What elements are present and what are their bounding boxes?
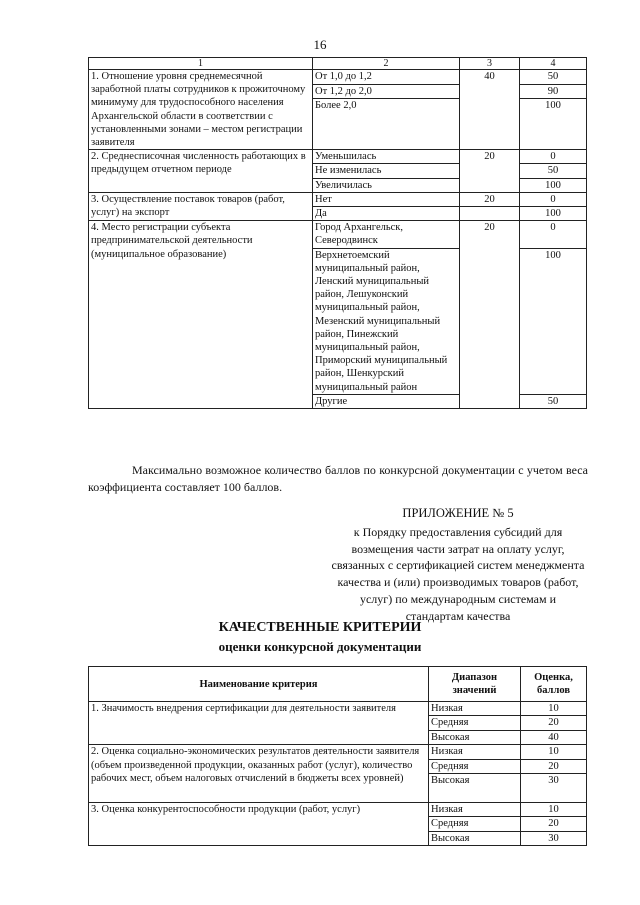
option-cell: Не изменилась: [313, 164, 460, 178]
score-cell: 50: [520, 164, 587, 178]
score-cell: 10: [521, 803, 587, 817]
weight-cell: 20: [460, 150, 520, 193]
header-range: Диапазон значений: [429, 667, 521, 702]
range-cell: Средняя: [429, 716, 521, 730]
max-score-paragraph: Максимально возможное количество баллов по конкурсной документации с учетом веса коэффициента составляет 100 баллов.: [88, 463, 588, 494]
range-cell: Низкая: [429, 702, 521, 716]
table-row: [89, 70, 587, 85]
option-cell: Да: [313, 207, 460, 221]
score-cell: 30: [521, 774, 587, 803]
header-score: Оценка, баллов: [521, 667, 587, 702]
score-cell: 100: [520, 207, 587, 221]
option-cell: Верхнетоемский муниципальный район, Ленский муниципальный район, Лешуконский муниципальный район, Мезенский муниципальный район, Пинежский муниципальный район, Приморский муниципальный район, Шенкурский муниципальный район: [313, 248, 460, 394]
range-cell: Высокая: [429, 774, 521, 803]
weight-cell: 20: [460, 221, 520, 409]
option-cell: Город Архангельск, Северодвинск: [313, 221, 460, 248]
score-cell: 100: [520, 248, 587, 394]
option-cell: Уменьшилась: [313, 150, 460, 164]
score-cell: 100: [520, 178, 587, 192]
criterion-cell: 4. Место регистрации субъекта предпринимательской деятельности (муниципальное образование): [89, 221, 313, 409]
table-row: [89, 745, 587, 759]
column-number-3: 3: [460, 58, 520, 70]
criterion-cell: 2. Оценка социально-экономических результатов деятельности заявителя (объем произведенной продукции, оказанных работ (услуг), количество рабочих мест, объем налоговых отчислений в бюджеты всех уровней): [89, 745, 429, 803]
appendix-text: к Порядку предоставления субсидий для возмещения части затрат на оплату услуг, связанных с сертификацией систем менеджмента качества и (или) производимых товаров (работ, услуг) по международным системам и стандартам качества: [331, 524, 585, 623]
range-cell: Низкая: [429, 803, 521, 817]
score-cell: 40: [521, 730, 587, 744]
range-cell: Средняя: [429, 817, 521, 831]
range-cell: Средняя: [429, 759, 521, 773]
score-cell: 0: [520, 150, 587, 164]
empty-cell: [460, 207, 520, 221]
option-cell: Нет: [313, 192, 460, 206]
range-cell: Низкая: [429, 745, 521, 759]
score-cell: 90: [520, 84, 587, 99]
section-subtitle: оценки конкурсной документации: [218, 639, 422, 654]
column-number-1: 1: [89, 58, 313, 70]
criterion-cell: 2. Среднесписочная численность работающих в предыдущем отчетном периоде: [89, 150, 313, 193]
header-criterion-name: Наименование критерия: [89, 667, 429, 702]
score-cell: 30: [521, 831, 587, 845]
criterion-cell: 1. Отношение уровня среднемесячной заработной платы сотрудников к прожиточному минимуму для трудоспособного населения Архангельской области в соответствии с установленными зонами – местом регистрации заявителя: [89, 70, 313, 150]
weight-cell: 20: [460, 192, 520, 206]
criterion-cell: 3. Осуществление поставок товаров (работ, услуг) на экспорт: [89, 192, 313, 220]
range-cell: Высокая: [429, 730, 521, 744]
section-title: КАЧЕСТВЕННЫЕ КРИТЕРИИ: [218, 620, 422, 635]
option-cell: От 1,2 до 2,0: [313, 84, 460, 99]
appendix-title: ПРИЛОЖЕНИЕ № 5: [402, 506, 514, 520]
scoring-table: [88, 57, 587, 409]
table-row: [89, 702, 587, 716]
option-cell: Более 2,0: [313, 99, 460, 150]
score-cell: 0: [520, 221, 587, 248]
score-cell: 20: [521, 759, 587, 773]
table-row: [89, 192, 587, 206]
column-number-2: 2: [313, 58, 460, 70]
score-cell: 10: [521, 745, 587, 759]
score-cell: 20: [521, 716, 587, 730]
score-cell: 10: [521, 702, 587, 716]
score-cell: 50: [520, 394, 587, 408]
option-cell: От 1,0 до 1,2: [313, 70, 460, 85]
criterion-cell: 3. Оценка конкурентоспособности продукции (работ, услуг): [89, 803, 429, 846]
score-cell: 50: [520, 70, 587, 85]
score-cell: 100: [520, 99, 587, 150]
score-cell: 0: [520, 192, 587, 206]
table-header-row: [89, 58, 587, 70]
page-number: 16: [313, 37, 327, 52]
option-cell: Другие: [313, 394, 460, 408]
table-row: [89, 803, 587, 817]
weight-cell: 40: [460, 70, 520, 150]
appendix-block: [330, 505, 586, 625]
column-number-4: 4: [520, 58, 587, 70]
table-header-row: [89, 667, 587, 702]
quality-criteria-table: [88, 666, 587, 846]
criterion-cell: 1. Значимость внедрения сертификации для деятельности заявителя: [89, 702, 429, 745]
range-cell: Высокая: [429, 831, 521, 845]
table-row: [89, 150, 587, 164]
score-cell: 20: [521, 817, 587, 831]
table-row: [89, 221, 587, 248]
option-cell: Увеличилась: [313, 178, 460, 192]
